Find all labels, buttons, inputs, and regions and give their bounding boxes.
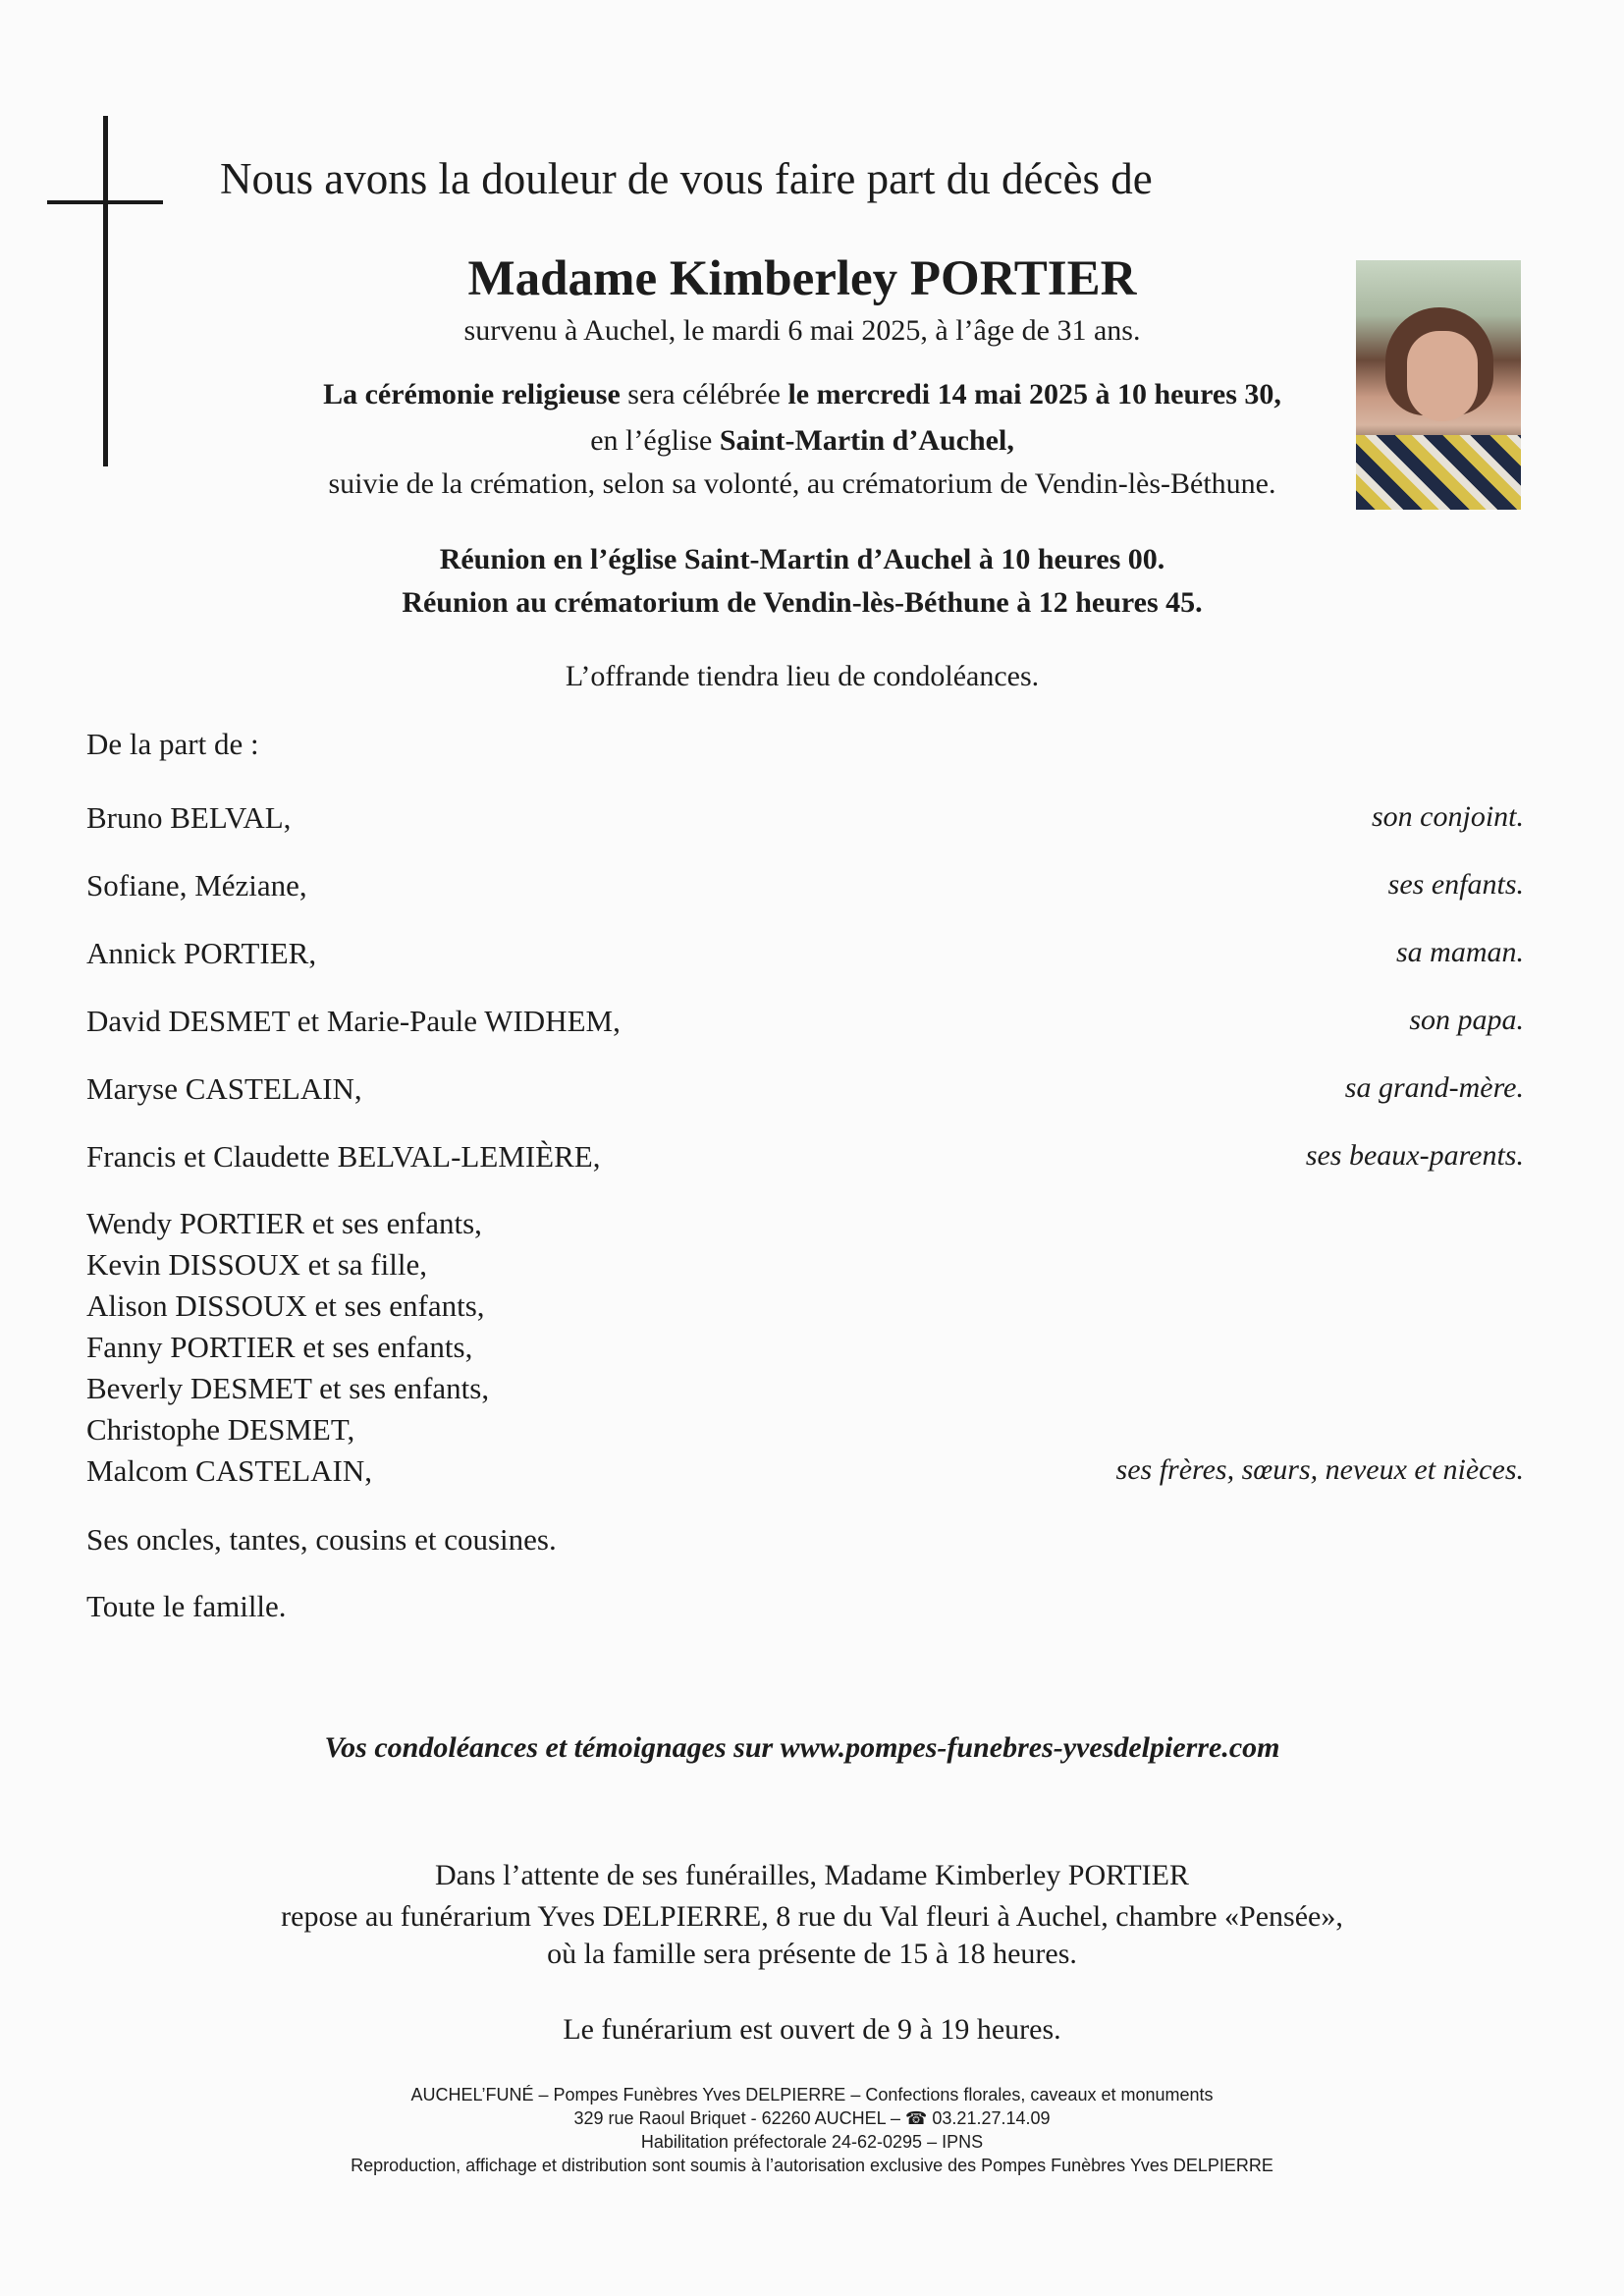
- from-label: De la part de :: [86, 727, 259, 761]
- ceremony-verb: sera célébrée: [620, 378, 788, 410]
- opening-hours: Le funérarium est ouvert de 9 à 19 heures.: [563, 2013, 1061, 2046]
- other-family: Ses oncles, tantes, cousins et cousines.: [86, 1522, 557, 1557]
- family-relation: sa grand-mère.: [1344, 1071, 1524, 1104]
- family-relation: sa maman.: [1395, 936, 1524, 968]
- sibling-name: Kevin DISSOUX et sa fille,: [86, 1247, 427, 1282]
- family-names: Sofiane, Méziane,: [86, 868, 307, 902]
- family-relation: ses beaux-parents.: [1305, 1139, 1524, 1172]
- deceased-name: Madame Kimberley PORTIER: [467, 251, 1137, 306]
- ceremony-place: Saint-Martin d’Auchel,: [719, 424, 1014, 457]
- family-relation: son conjoint.: [1372, 800, 1524, 833]
- siblings-relation: ses frères, sœurs, neveux et nièces.: [1115, 1453, 1524, 1486]
- other-family: Toute le famille.: [86, 1589, 287, 1623]
- headline: Nous avons la douleur de vous faire part du décès de: [220, 154, 1153, 203]
- sibling-name: Christophe DESMET,: [86, 1412, 355, 1447]
- cross-icon-bar: [47, 200, 163, 204]
- family-names: Francis et Claudette BELVAL-LEMIÈRE,: [86, 1139, 601, 1174]
- ceremony-place-prefix: en l’église: [590, 424, 720, 457]
- footer-line: AUCHEL’FUNÉ – Pompes Funèbres Yves DELPIERRE – Confections florales, caveaux et monuments: [410, 2085, 1214, 2105]
- sibling-name: Malcom CASTELAIN,: [86, 1453, 373, 1488]
- meeting-crematorium: Réunion au crématorium de Vendin-lès-Béthune à 12 heures 45.: [402, 586, 1203, 619]
- footer-line: Habilitation préfectorale 24-62-0295 – IPNS: [640, 2132, 984, 2152]
- rest-line: repose au funérarium Yves DELPIERRE, 8 rue du Val fleuri à Auchel, chambre «Pensée»,: [281, 1900, 1343, 1933]
- meeting-church: Réunion en l’église Saint-Martin d’Auchel à 10 heures 00.: [439, 543, 1165, 575]
- sibling-name: Alison DISSOUX et ses enfants,: [86, 1288, 485, 1323]
- rest-line: où la famille sera présente de 15 à 18 heures.: [547, 1938, 1077, 1970]
- ceremony-label: La cérémonie religieuse: [323, 378, 621, 410]
- footer-line: 329 rue Raoul Briquet - 62260 AUCHEL – ☎ 03.21.27.14.09: [573, 2108, 1051, 2128]
- footer-line: Reproduction, affichage et distribution sont soumis à l’autorisation exclusive des Pompes Funèbres Yves DELPIERRE: [351, 2156, 1273, 2175]
- ceremony-line-3: suivie de la crémation, selon sa volonté, au crématorium de Vendin-lès-Béthune.: [328, 467, 1276, 500]
- sibling-name: Wendy PORTIER et ses enfants,: [86, 1206, 482, 1240]
- family-relation: ses enfants.: [1387, 868, 1524, 901]
- offering-note: L’offrande tiendra lieu de condoléances.: [565, 660, 1040, 692]
- family-names: Maryse CASTELAIN,: [86, 1071, 362, 1106]
- sibling-name: Fanny PORTIER et ses enfants,: [86, 1330, 473, 1364]
- rest-line: Dans l’attente de ses funérailles, Madame Kimberley PORTIER: [435, 1859, 1189, 1891]
- death-info: survenu à Auchel, le mardi 6 mai 2025, à l’âge de 31 ans.: [463, 314, 1141, 347]
- ceremony-line-2: [79, 424, 1526, 458]
- ceremony-date: le mercredi 14 mai 2025 à 10 heures 30,: [787, 378, 1281, 410]
- family-names: Annick PORTIER,: [86, 936, 317, 970]
- family-relation: son papa.: [1409, 1004, 1524, 1036]
- family-names: Bruno BELVAL,: [86, 800, 292, 835]
- sibling-name: Beverly DESMET et ses enfants,: [86, 1371, 490, 1405]
- condolences-link[interactable]: Vos condoléances et témoignages sur www.pompes-funebres-yvesdelpierre.com: [324, 1731, 1280, 1764]
- ceremony-line-1: [79, 378, 1526, 411]
- family-names: David DESMET et Marie-Paule WIDHEM,: [86, 1004, 621, 1038]
